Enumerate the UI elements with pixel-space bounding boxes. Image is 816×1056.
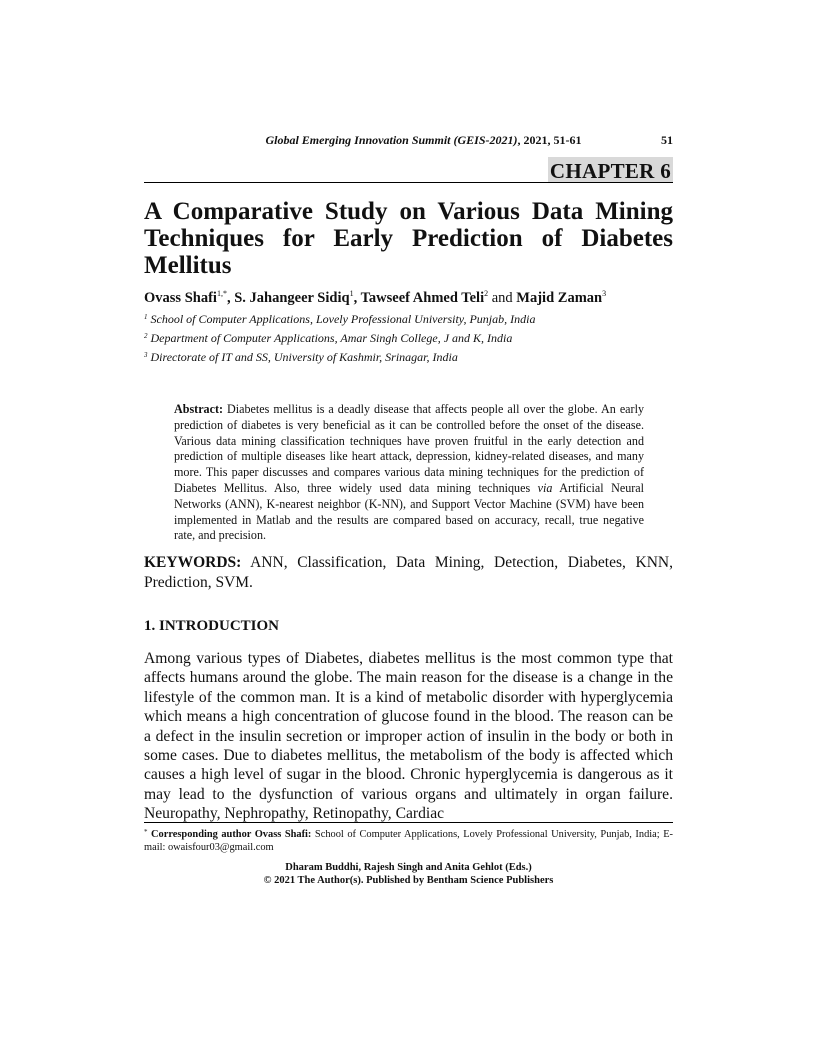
footnote-marker: * <box>144 828 148 836</box>
abstract-label: Abstract: <box>174 402 224 416</box>
affiliation-text: Directorate of IT and SS, University of Kashmir, Srinagar, India <box>150 350 458 364</box>
affiliation <box>144 331 673 346</box>
affiliation-text: Department of Computer Applications, Amar Singh College, J and K, India <box>150 331 513 345</box>
abstract <box>174 402 644 544</box>
paper-title <box>144 198 673 279</box>
abstract-text: Diabetes mellitus is a deadly disease that affects people all over the globe. An early prediction of diabetes is very beneficial as it can be controlled before the onset of the disease. Various data mining classification techniques have proven fruitful in the early detection and prediction of multiple diseases like heart attack, depression, kidney-related diseases, and many more. This paper discusses and compares various data mining techniques for the prediction of Diabetes Mellitus. Also, three widely used data mining techniques <box>174 402 644 495</box>
affiliation-marker: 3 <box>144 351 148 359</box>
footnote <box>144 826 673 854</box>
footnote-label: Corresponding author Ovass Shafi: <box>151 829 312 840</box>
journal-name: Global Emerging Innovation Summit (GEIS-2021) <box>265 133 518 147</box>
keywords-text: ANN, Classification, Data Mining, Detection, Diabetes, KNN, Prediction, SVM. <box>144 554 673 591</box>
chapter-label: CHAPTER 6 <box>549 159 671 183</box>
publication-info <box>144 861 673 887</box>
affiliation-marker: 2 <box>144 332 148 340</box>
abstract-italic-via: via <box>537 480 553 495</box>
editors-line: Dharam Buddhi, Rajesh Singh and Anita Gehlot (Eds.) <box>285 862 532 873</box>
journal-details: , 2021, 51-61 <box>517 133 582 147</box>
author-affil-marker: 3 <box>602 289 607 298</box>
abstract-text-continued: Artificial Neural Networks (ANN), K-nearest neighbor (K-NN), and Support Vector Machine (SVM) have been implemented in Matlab and the results are compared based on accuracy, recall, true negative rate, and precision. <box>174 480 644 543</box>
chapter-divider <box>144 182 673 183</box>
author-separator: and <box>488 290 517 306</box>
title-line-3: Mellitus <box>144 252 232 279</box>
page-number: 51 <box>661 133 673 147</box>
author-affil-marker: 1 <box>349 289 354 298</box>
title-line-2: Techniques for Early Prediction of Diabetes <box>144 225 673 252</box>
keywords-label: KEYWORDS: <box>144 554 242 571</box>
author-name: Majid Zaman <box>516 290 603 306</box>
title-line-1: A Comparative Study on Various Data Mining <box>144 198 673 225</box>
affiliation <box>144 350 673 365</box>
section-heading: 1. INTRODUCTION <box>144 618 280 634</box>
author-list <box>144 289 673 307</box>
affiliation-marker: 1 <box>144 313 148 321</box>
author-name: Tawseef Ahmed Teli <box>360 290 485 306</box>
introduction-paragraph: Among various types of Diabetes, diabetes mellitus is the most common type that affects humans around the globe. The main reason for the disease is a change in the lifestyle of the common man. It is a kind of metabolic disorder with hyperglycemia which means a high concentration of glucose found in the blood. The reason can be a defect in the insulin secretion or improper action of insulin in the body or both in some cases. Due to diabetes mellitus, the metabolism of the body is affected which causes a high level of sugar in the blood. Chronic hyperglycemia is dangerous as it may lead to the dysfunction of various organs and ultimately in organ failure. Neuropathy, Nephropathy, Retinopathy, Cardiac <box>144 650 673 823</box>
affiliation-text: School of Computer Applications, Lovely Professional University, Punjab, India <box>150 312 536 326</box>
copyright-line: © 2021 The Author(s). Published by Bentham Science Publishers <box>263 875 554 886</box>
running-head <box>144 133 673 148</box>
author-affil-marker: 1,* <box>216 289 227 298</box>
author-separator: , <box>226 290 235 306</box>
running-head-citation <box>144 133 673 148</box>
author-name: Ovass Shafi <box>144 290 217 306</box>
author-name: S. Jahangeer Sidiq <box>234 290 350 306</box>
affiliation <box>144 312 673 327</box>
footnote-text: School of Computer Applications, Lovely Professional University, Punjab, India; E-mail: owaisfour03@gmail.com <box>144 829 674 853</box>
keywords <box>144 553 673 592</box>
author-affil-marker: 2 <box>484 289 489 298</box>
author-separator: , <box>353 290 361 306</box>
footnote-divider <box>144 822 673 823</box>
